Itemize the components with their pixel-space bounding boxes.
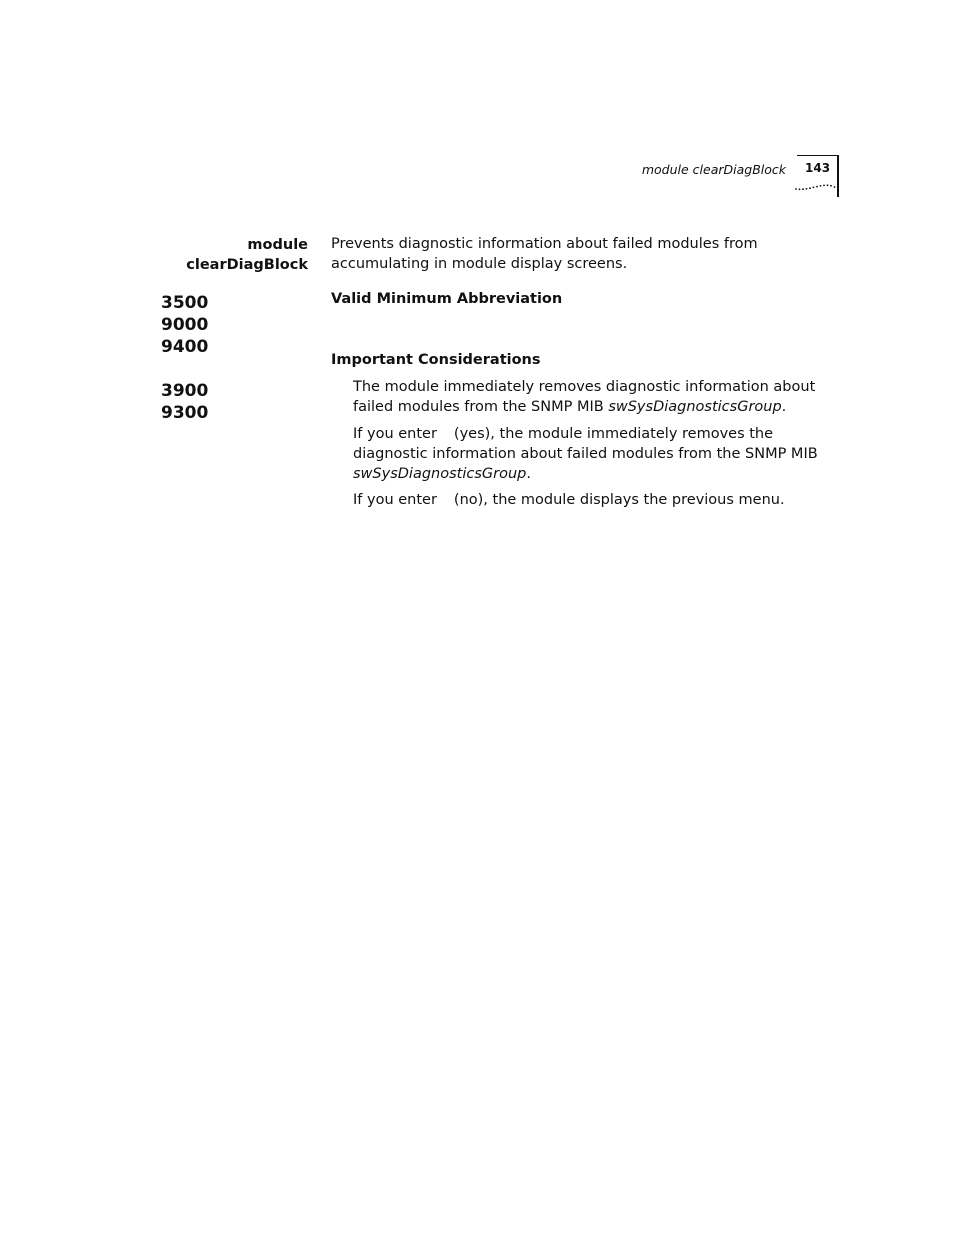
model-number: 3900 xyxy=(161,381,209,401)
p1-text: The module immediately removes diagnostic information about failed modules from the SNMP MIB xyxy=(353,379,816,415)
consideration-paragraph-2 xyxy=(353,424,841,484)
model-number: 9400 xyxy=(161,337,209,357)
model-number: 9000 xyxy=(161,315,209,335)
command-description: Prevents diagnostic information about failed modules from accumulating in module display screens. xyxy=(331,236,758,272)
model-number: 9300 xyxy=(161,403,209,423)
running-header-title: module clearDiagBlock xyxy=(641,162,786,177)
header-rule-horizontal xyxy=(797,155,838,156)
p2-rest: (yes), the module immediately removes the diagnostic information about failed modules from the SNMP MIB xyxy=(353,426,818,462)
header-dots-ornament xyxy=(795,180,837,194)
command-name-line2: clearDiagBlock xyxy=(186,257,308,273)
mib-name: swSysDiagnosticsGroup xyxy=(353,466,527,482)
mib-name: swSysDiagnosticsGroup xyxy=(608,399,782,415)
page-number: 143 xyxy=(805,161,831,175)
command-name xyxy=(108,235,308,275)
model-number: 3500 xyxy=(161,293,209,313)
command-name-line1: module xyxy=(247,237,308,253)
p3-rest: (no), the module displays the previous menu. xyxy=(453,492,785,508)
p2-end: . xyxy=(526,466,531,482)
important-considerations-heading: Important Considerations xyxy=(331,352,541,368)
header-rule-vertical xyxy=(837,155,839,197)
consideration-paragraph-1 xyxy=(353,377,841,417)
p1-end: . xyxy=(781,399,787,415)
p2-start: If you enter xyxy=(353,426,437,442)
model-list-group-a xyxy=(161,292,208,358)
model-list-group-b xyxy=(161,380,208,424)
consideration-paragraph-3 xyxy=(353,490,841,510)
p3-start: If you enter xyxy=(353,492,437,508)
valid-min-abbrev-heading: Valid Minimum Abbreviation xyxy=(331,291,563,307)
